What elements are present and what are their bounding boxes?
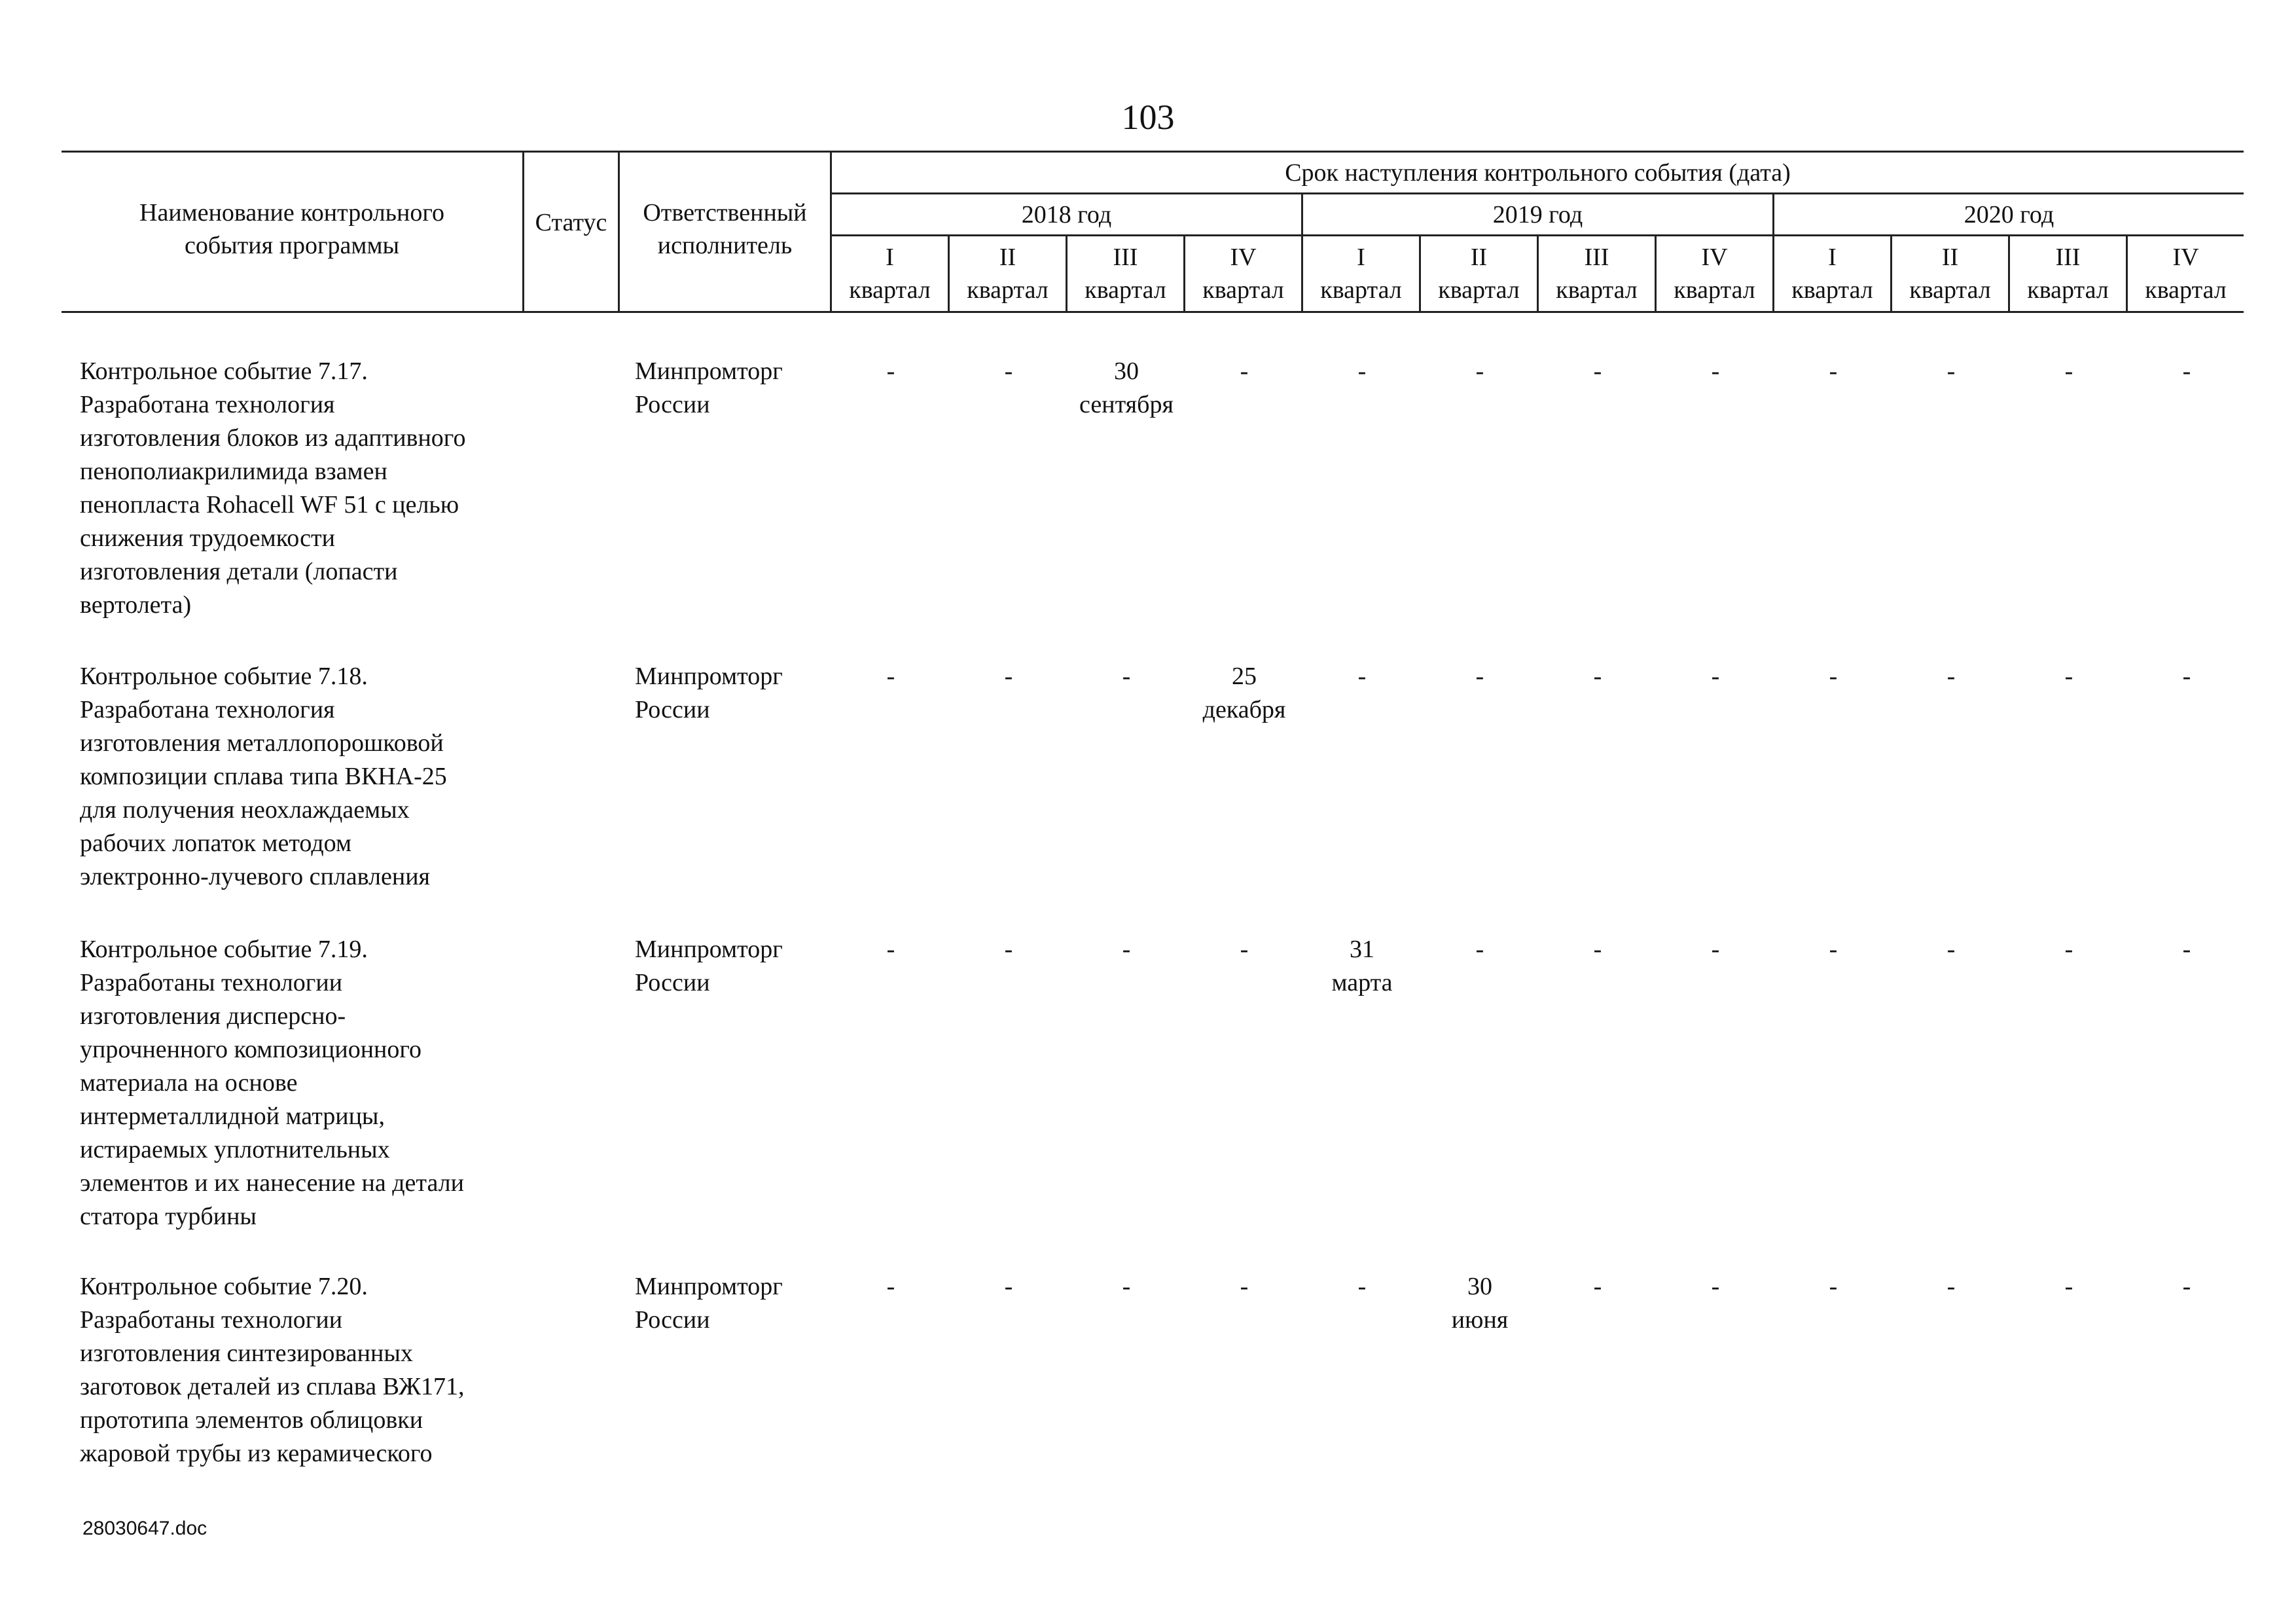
- event-name: Контрольное событие 7.17. Разработана технология изготовления блоков из адаптивного пенополиакрилимида взамен пенопласта Rohacell WF 51 с целью снижения трудоемкости изготовления детали (лопасти вертолета): [80, 357, 466, 619]
- quarter-cell: -: [1240, 357, 1249, 385]
- quarter-cell: -: [1593, 936, 1602, 963]
- header-quarter: IV квартал: [2145, 244, 2227, 304]
- page-number: 103: [1121, 98, 1175, 137]
- quarter-cell: -: [1475, 663, 1484, 690]
- quarter-cell: -: [2182, 1273, 2191, 1300]
- quarter-cell: -: [1829, 936, 1838, 963]
- quarter-cell: -: [1475, 357, 1484, 385]
- quarter-cell: -: [2064, 936, 2073, 963]
- header-quarter: IV квартал: [1674, 244, 1755, 304]
- quarter-cell: -: [1946, 936, 1956, 963]
- header-status: Статус: [535, 209, 607, 236]
- header-quarter: IV квартал: [1202, 244, 1284, 304]
- quarter-cell: -: [1004, 357, 1013, 385]
- quarter-cell: -: [1711, 936, 1720, 963]
- quarter-cell: -: [1593, 357, 1602, 385]
- header-quarter: III квартал: [1556, 244, 1638, 304]
- quarter-cell: -: [1004, 663, 1013, 690]
- quarter-cell: -: [1122, 936, 1131, 963]
- footer-filename: 28030647.doc: [82, 1518, 207, 1539]
- quarter-cell: -: [1004, 1273, 1013, 1300]
- quarter-cell: -: [1240, 1273, 1249, 1300]
- quarter-cell: -: [1475, 936, 1484, 963]
- header-quarter: II квартал: [967, 244, 1049, 304]
- quarter-cell: 30 июня: [1451, 1273, 1509, 1334]
- rule: [62, 311, 2244, 313]
- quarter-cell: -: [1357, 663, 1367, 690]
- quarter-cell: -: [886, 936, 895, 963]
- event-responsible: Минпромторг России: [635, 1273, 783, 1334]
- header-responsible: Ответственный исполнитель: [643, 199, 807, 259]
- header-dates: Срок наступления контрольного события (дата): [1285, 159, 1791, 187]
- quarter-cell: -: [1829, 1273, 1838, 1300]
- header-quarter: II квартал: [1909, 244, 1991, 304]
- quarter-cell: -: [1946, 1273, 1956, 1300]
- quarter-cell: -: [1829, 357, 1838, 385]
- quarter-cell: 30 сентября: [1079, 357, 1174, 418]
- header-year: 2018 год: [1021, 200, 1112, 228]
- quarter-cell: -: [1593, 1273, 1602, 1300]
- event-responsible: Минпромторг России: [635, 357, 783, 418]
- quarter-cell: -: [1357, 357, 1367, 385]
- quarter-cell: -: [1122, 663, 1131, 690]
- quarter-cell: -: [2182, 357, 2191, 385]
- event-name: Контрольное событие 7.19. Разработаны технологии изготовления дисперсно- упрочненного композиционного материала на основе интерметаллидной матрицы, истираемых уплотнительных элементов и их нанесение на детали статора турбины: [80, 936, 464, 1230]
- event-name: Контрольное событие 7.18. Разработана технология изготовления металлопорошковой композиции сплава типа ВКНА-25 для получения неохлаждаемых рабочих лопаток методом электронно-лучевого сплавления: [80, 663, 447, 890]
- header-year: 2020 год: [1964, 200, 2054, 228]
- header-name: Наименование контрольного события программы: [139, 199, 444, 259]
- quarter-cell: -: [1946, 663, 1956, 690]
- rule: [62, 151, 2244, 153]
- header-quarter: I квартал: [1791, 244, 1873, 304]
- quarter-cell: -: [886, 663, 895, 690]
- event-responsible: Минпромторг России: [635, 936, 783, 996]
- quarter-cell: -: [2064, 357, 2073, 385]
- event-name: Контрольное событие 7.20. Разработаны технологии изготовления синтезированных заготовок деталей из сплава ВЖ171, прототипа элементов облицовки жаровой трубы из керамического: [80, 1273, 465, 1467]
- quarter-cell: -: [1711, 357, 1720, 385]
- quarter-cell: -: [886, 357, 895, 385]
- quarter-cell: -: [1122, 1273, 1131, 1300]
- quarter-cell: 25 декабря: [1202, 663, 1286, 723]
- quarter-cell: -: [1357, 1273, 1367, 1300]
- quarter-cell: -: [2182, 936, 2191, 963]
- header-quarter: III квартал: [2027, 244, 2109, 304]
- event-responsible: Минпромторг России: [635, 663, 783, 723]
- quarter-cell: -: [1593, 663, 1602, 690]
- quarter-cell: -: [2064, 1273, 2073, 1300]
- quarter-cell: -: [1711, 663, 1720, 690]
- quarter-cell: 31 марта: [1331, 936, 1393, 996]
- quarter-cell: -: [2182, 663, 2191, 690]
- quarter-cell: -: [1711, 1273, 1720, 1300]
- quarter-cell: -: [1004, 936, 1013, 963]
- table-header: [62, 151, 2244, 313]
- header-quarter: II квартал: [1438, 244, 1520, 304]
- quarter-cell: -: [1240, 936, 1249, 963]
- header-quarter: I квартал: [849, 244, 931, 304]
- quarter-cell: -: [2064, 663, 2073, 690]
- quarter-cell: -: [1829, 663, 1838, 690]
- quarter-cell: -: [1946, 357, 1956, 385]
- header-year: 2019 год: [1492, 200, 1583, 228]
- header-quarter: I квартал: [1320, 244, 1402, 304]
- header-quarter: III квартал: [1085, 244, 1166, 304]
- quarter-cell: -: [886, 1273, 895, 1300]
